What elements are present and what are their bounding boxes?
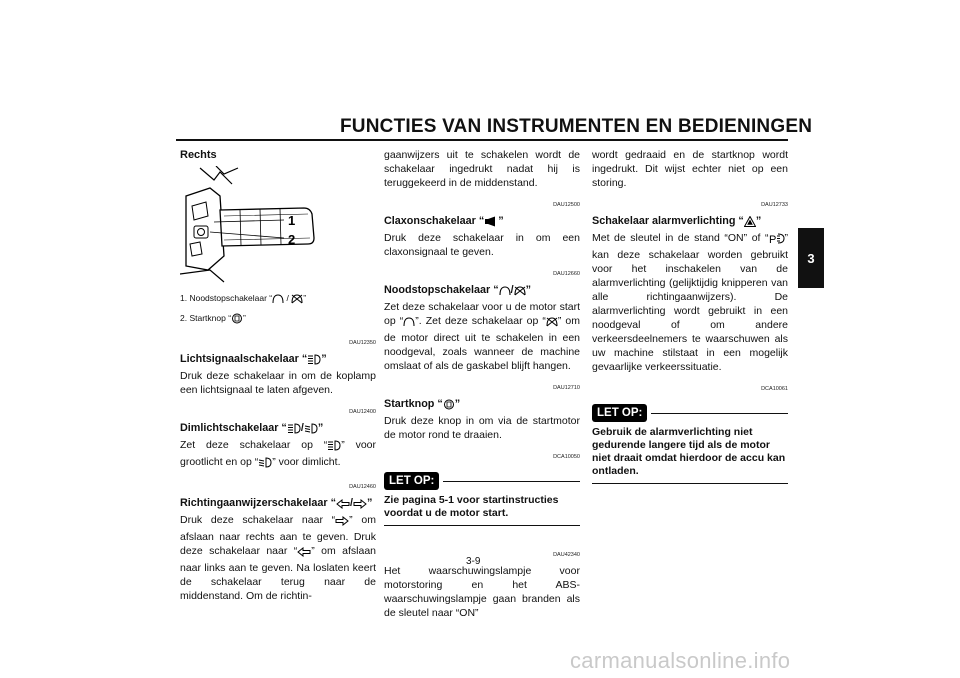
text-abs-cont: wordt gedraaid en de startknop wordt ingedrukt. Dit wijst echter niet op een storing.: [592, 149, 788, 189]
caution-text: Zie pagina 5-1 voor startinstructies voordat u de motor start.: [384, 494, 580, 526]
heading-lichtsignaal: Lichtsignaalschakelaar “ ”: [180, 352, 376, 369]
handlebar-switch-illustration: [180, 166, 328, 284]
ref-code: DCA10061: [761, 386, 788, 392]
chapter-tab: 3: [798, 228, 824, 288]
ref-code: DAU12350: [349, 340, 376, 346]
stop-run-icon: [272, 294, 284, 308]
ref-code: DAU12460: [349, 484, 376, 490]
engine-stop-icon: [291, 294, 303, 308]
caption-1: 1. Noodstopschakelaar “ / ”: [180, 292, 376, 308]
horn-icon: [484, 216, 498, 231]
caution-text: Gebruik de alarmverlichting niet gedurende langere tijd als de motor niet draait omdat hierdoor de accu kan ontladen.: [592, 426, 788, 484]
text-richting: Druk deze schakelaar naar “ ” om afslaan naar rechts aan te geven. Druk deze schakelaar naar “ ” om afslaan naar links aan te geven. Na loslaten keert de schakelaar terug naar de middenstand. Om de richtin-: [180, 514, 377, 602]
column-2: [384, 148, 580, 620]
text-alarm: Met de sleutel in de stand “ON” of “ P ” kan deze schakelaar worden gebruikt voor het inschakelen van de alarmverlichting (gelijktijdig knipperen van alle richtingaanwijzers). De alarmverlichting wordt gebruikt in een noodgeval of om andere verkeersdeelnemers te waarschuwen als uw machine stilstaat in een mogelijk gevaarlijke verkeerssituatie.: [592, 232, 788, 373]
text-richting-cont: gaanwijzers uit te schakelen wordt de schakelaar ingedrukt nadat hij is teruggekeerd in de middenstand.: [384, 149, 580, 189]
ref-code: DAU12400: [349, 409, 376, 415]
parking-light-icon: [769, 233, 785, 248]
heading-noodstop: Noodstopschakelaar “ / ”: [384, 283, 580, 300]
turn-right-icon: [353, 499, 367, 513]
engine-stop-icon: [546, 317, 558, 331]
caution-header: [384, 472, 580, 490]
text-dimlicht: Zet deze schakelaar op “ ” voor grootlicht en op “ ” voor dimlicht.: [180, 438, 376, 472]
text-lichtsignaal: Druk deze schakelaar in om de koplamp een lichtsignaal te laten afgeven.: [180, 370, 376, 396]
figure-label-1: 1: [288, 213, 296, 228]
ref-code: DAU12660: [553, 271, 580, 277]
ref-code: DAU42340: [553, 552, 580, 558]
watermark: carmanualsonline.info: [570, 648, 791, 673]
heading-startknop: Startknop “ ”: [384, 397, 580, 414]
stop-run-icon: [403, 317, 415, 331]
ref-code: DCA10050: [553, 454, 580, 460]
start-icon: [231, 313, 243, 328]
text-abs: Het waarschuwingslampje voor motorstoring en het ABS-waarschuwingslampje gaan branden als de sleutel naar “ON”: [384, 565, 580, 619]
text-noodstop: Zet deze schakelaar voor u de motor start op “ ”. Zet deze schakelaar op “ ” om de motor direct uit te schakelen in een noodgeval, zoals wanneer de machine omslaat of als de gaskabel blijft hangen.: [384, 301, 581, 372]
engine-stop-icon: [514, 286, 526, 300]
text-startknop: Druk deze knop in om via de startmotor de motor rond te draaien.: [384, 415, 580, 441]
heading-richting: Richtingaanwijzerschakelaar “ / ”: [180, 496, 376, 513]
svg-text:P: P: [768, 234, 776, 244]
column-3: [592, 148, 788, 484]
turn-right-icon: [335, 516, 349, 530]
column-1: [180, 148, 376, 603]
page-number: 3-9: [466, 556, 481, 567]
high-beam-icon: [307, 354, 321, 369]
caption-2: 2. Startknop “ ”: [180, 312, 376, 328]
ref-code: DAU12710: [553, 385, 580, 391]
page-title: FUNCTIES VAN INSTRUMENTEN EN BEDIENINGEN: [340, 116, 813, 137]
caution-label: LET OP:: [384, 472, 439, 490]
caution-rule: [443, 481, 580, 482]
ref-code: DAU12500: [553, 202, 580, 208]
hazard-icon: [744, 216, 756, 231]
figure-label-2: 2: [288, 232, 296, 247]
high-beam-icon: [327, 440, 341, 455]
figure-captions: [180, 292, 376, 328]
caution-label: LET OP:: [592, 404, 647, 422]
heading-alarm: Schakelaar alarmverlichting “ ”: [592, 214, 788, 231]
low-beam-icon: [304, 423, 318, 438]
heading-dimlicht: Dimlichtschakelaar “ / ”: [180, 421, 376, 438]
start-icon: [443, 399, 455, 414]
caution-rule: [651, 413, 788, 414]
heading-claxon: Claxonschakelaar “ ”: [384, 214, 580, 231]
handlebar-switch-figure: [180, 166, 328, 284]
ref-code: DAU12733: [761, 202, 788, 208]
low-beam-icon: [258, 457, 272, 472]
turn-left-icon: [297, 547, 311, 561]
stop-run-icon: [499, 286, 511, 300]
caution-header: [592, 404, 788, 422]
header-rule: [176, 139, 788, 141]
turn-left-icon: [336, 499, 350, 513]
high-beam-icon: [287, 423, 301, 438]
section-label-rechts: Rechts: [180, 149, 217, 161]
text-claxon: Druk deze schakelaar in om een claxonsignaal te geven.: [384, 232, 580, 258]
